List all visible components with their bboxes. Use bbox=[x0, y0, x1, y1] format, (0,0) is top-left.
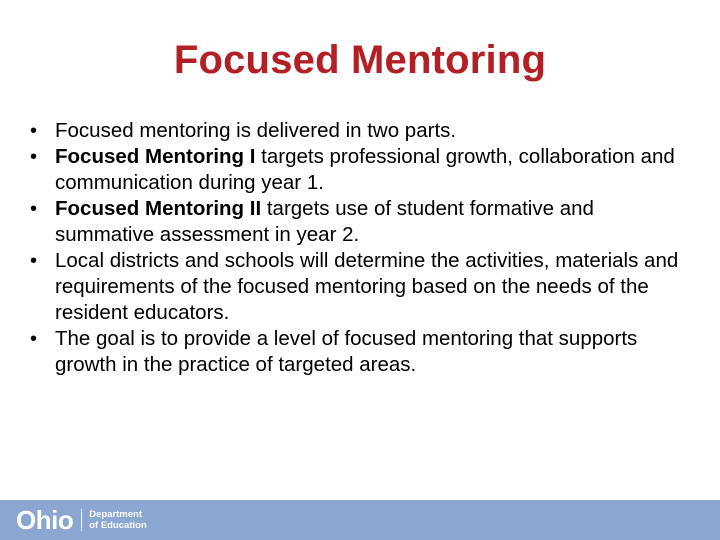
bullet-icon: • bbox=[30, 250, 38, 272]
bullet-text: Local districts and schools will determine the activities, materials and requirements of the focused mentoring based on the needs of the resident educators. bbox=[55, 249, 679, 324]
bullet-icon: • bbox=[30, 120, 38, 142]
bullet-item bbox=[30, 144, 680, 196]
bullet-icon: • bbox=[30, 328, 38, 350]
bullet-item bbox=[30, 326, 680, 378]
bullet-text: The goal is to provide a level of focused mentoring that supports growth in the practice of targeted areas. bbox=[55, 327, 638, 376]
bullet-icon: • bbox=[30, 146, 38, 168]
department-name bbox=[89, 509, 147, 531]
department-line-2: of Education bbox=[89, 520, 147, 531]
logo-divider bbox=[81, 509, 82, 531]
bullet-text: Focused mentoring is delivered in two parts. bbox=[55, 119, 457, 142]
ohio-logo-word: Ohio bbox=[16, 504, 74, 535]
footer-bar bbox=[0, 500, 720, 540]
bullet-text: targets use of student formative and summative assessment in year 2. bbox=[55, 197, 594, 246]
bullet-item bbox=[30, 118, 680, 144]
bullet-list bbox=[30, 118, 680, 378]
bullet-icon: • bbox=[30, 198, 38, 220]
bullet-text: targets professional growth, collaboration and communication during year 1. bbox=[55, 145, 675, 194]
department-line-1: Department bbox=[89, 509, 143, 520]
bullet-item bbox=[30, 248, 680, 326]
ohio-department-logo bbox=[16, 504, 147, 536]
bullet-lead: Focused Mentoring II bbox=[55, 197, 262, 220]
slide-title: Focused Mentoring bbox=[173, 38, 547, 82]
bullet-lead: Focused Mentoring I bbox=[55, 145, 256, 168]
bullet-item bbox=[30, 196, 680, 248]
